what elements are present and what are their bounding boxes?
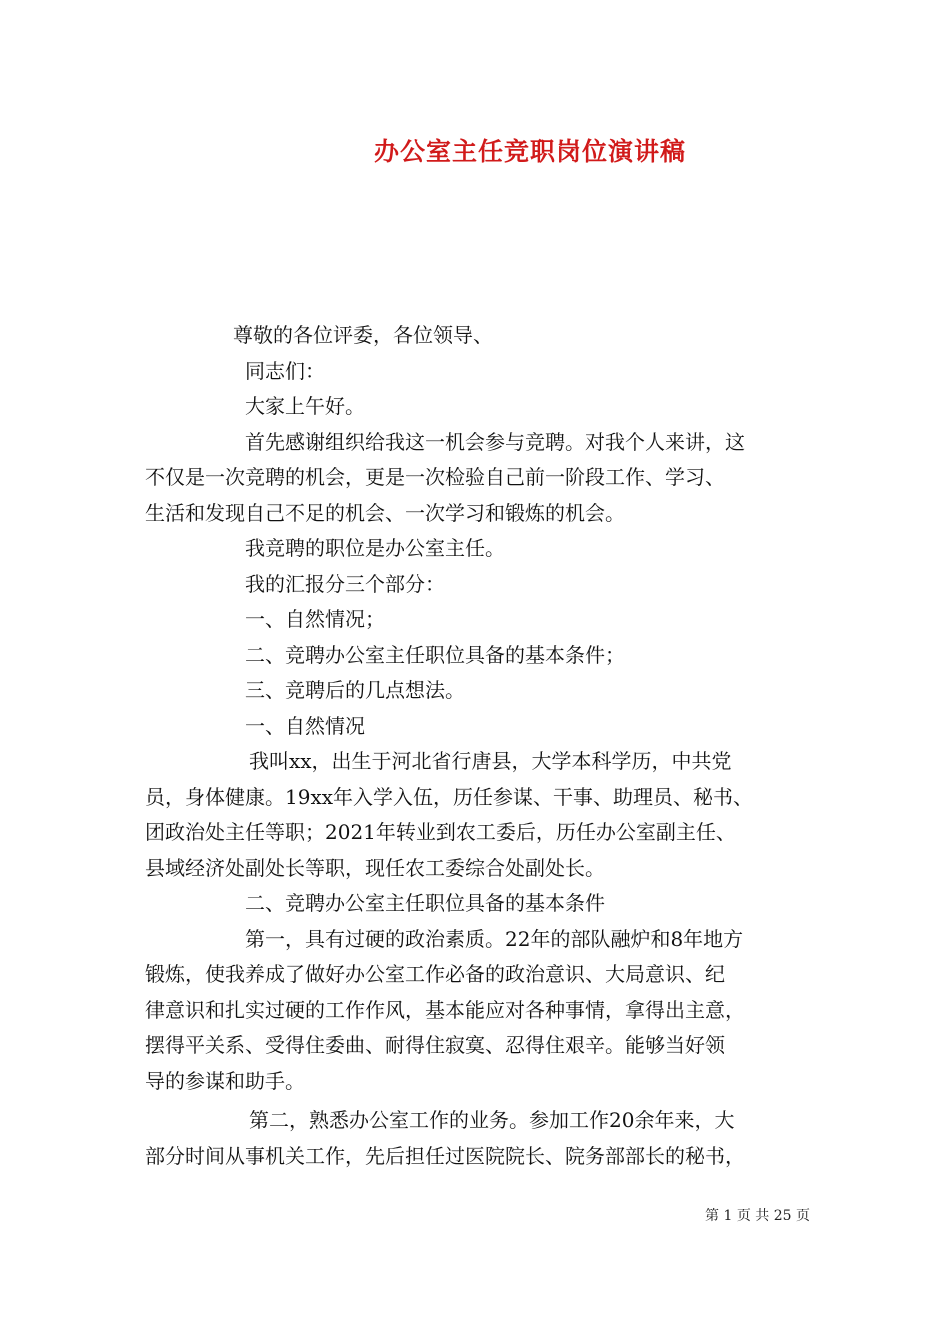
paragraph-line: 不仅是一次竞聘的机会，更是一次检验自己前一阶段工作、学习、 [145, 465, 725, 489]
paragraph-line: 我竞聘的职位是办公室主任。 [245, 536, 505, 560]
document-body [145, 318, 835, 1174]
paragraph [145, 389, 835, 425]
paragraph [145, 709, 835, 745]
paragraph [145, 567, 835, 603]
page-footer: 第 1 页 共 25 页 [705, 1208, 810, 1224]
paragraph-line: 大家上午好。 [245, 394, 365, 418]
paragraph-line: 摆得平关系、受得住委曲、耐得住寂寞、忍得住艰辛。能够当好领 [145, 1033, 725, 1057]
paragraph [145, 318, 835, 354]
paragraph-line: 导的参谋和助手。 [145, 1068, 305, 1093]
paragraph [145, 673, 835, 709]
paragraph-line: 三、竞聘后的几点想法。 [245, 678, 465, 702]
paragraph-line: 二、竞聘办公室主任职位具备的基本条件； [245, 642, 625, 667]
paragraph-line: 律意识和扎实过硬的工作作风，基本能应对各种事情，拿得出主意， [145, 997, 745, 1022]
paragraph [145, 1103, 835, 1174]
paragraph [145, 744, 835, 886]
paragraph-line: 首先感谢组织给我这一机会参与竞聘。对我个人来讲，这 [245, 429, 745, 454]
paragraph-line: 一、自然情况； [245, 607, 385, 631]
page-title: 办公室主任竞职岗位演讲稿 [373, 137, 686, 166]
paragraph-line: 生活和发现自己不足的机会、一次学习和锻炼的机会。 [145, 500, 625, 525]
paragraph [145, 602, 835, 638]
paragraph-line: 我叫xx，出生于河北省行唐县，大学本科学历，中共党 [249, 749, 732, 773]
paragraph-line: 锻炼，使我养成了做好办公室工作必备的政治意识、大局意识、纪 [145, 962, 725, 986]
paragraph-line: 第一，具有过硬的政治素质。22年的部队融炉和8年地方 [245, 926, 744, 951]
paragraph-line: 员，身体健康。19xx年入学入伍，历任参谋、干事、助理员、秘书、 [145, 784, 754, 809]
paragraph [145, 922, 835, 1100]
paragraph-line: 我的汇报分三个部分： [245, 571, 445, 596]
paragraph-line: 尊敬的各位评委，各位领导、 [233, 323, 493, 347]
paragraph-line: 二、竞聘办公室主任职位具备的基本条件 [245, 891, 605, 915]
paragraph-line: 一、自然情况 [245, 713, 365, 738]
paragraph-line: 部分时间从事机关工作，先后担任过医院院长、院务部部长的秘书， [145, 1143, 745, 1168]
paragraph-line: 第二，熟悉办公室工作的业务。参加工作20余年来，大 [249, 1108, 735, 1132]
paragraph-line: 团政治处主任等职；2021年转业到农工委后，历任办公室副主任、 [145, 820, 736, 844]
paragraph [145, 425, 835, 532]
paragraph-line: 同志们： [245, 358, 325, 383]
paragraph-line: 县域经济处副处长等职，现任农工委综合处副处长。 [145, 855, 605, 880]
paragraph [145, 886, 835, 922]
paragraph [145, 531, 835, 567]
paragraph [145, 638, 835, 674]
paragraph [145, 354, 835, 390]
